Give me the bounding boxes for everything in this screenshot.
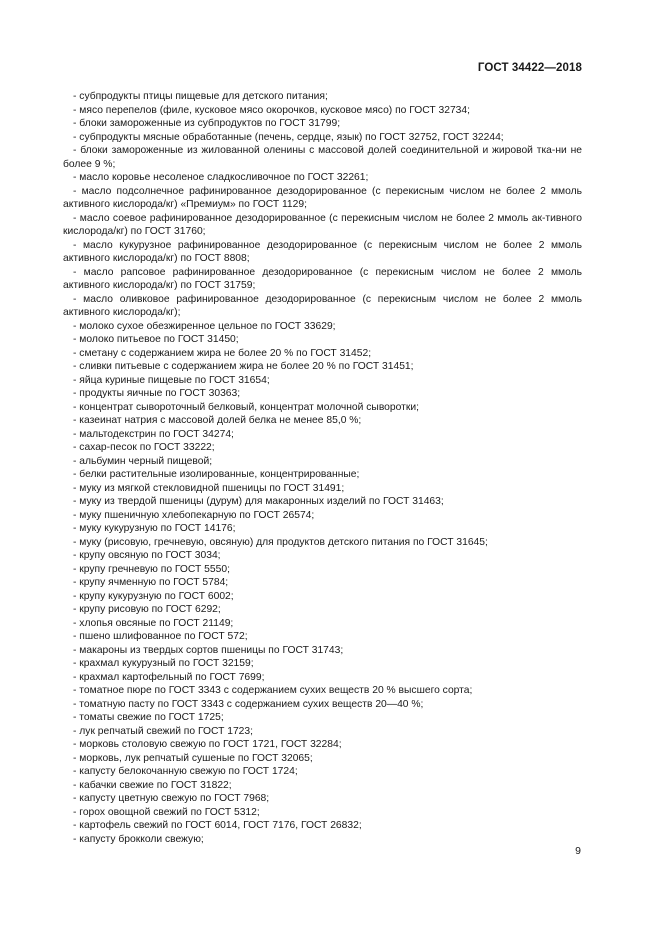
list-item: - муку из мягкой стекловидной пшеницы по ГОСТ 31491; bbox=[73, 482, 345, 494]
list-item: - томаты свежие по ГОСТ 1725; bbox=[73, 712, 224, 723]
list-item: - продукты яичные по ГОСТ 30363; bbox=[73, 388, 241, 399]
list-item: - крупу рисовую по ГОСТ 6292; bbox=[73, 604, 221, 615]
list-item: - яйца куриные пищевые по ГОСТ 31654; bbox=[73, 374, 270, 386]
list-item: - муку пшеничную хлебопекарную по ГОСТ 26574; bbox=[73, 509, 315, 521]
list-item: - крахмал картофельный по ГОСТ 7699; bbox=[73, 671, 265, 683]
list-item: - концентрат сывороточный белковый, концентрат молочной сыворотки; bbox=[73, 401, 419, 413]
list-item: - мальтодекстрин по ГОСТ 34274; bbox=[73, 428, 234, 440]
list-item: - крупу ячменную по ГОСТ 5784; bbox=[73, 577, 229, 588]
list-item: - мясо перепелов (филе, кусковое мясо окорочков, кусковое мясо) по ГОСТ 32734; bbox=[73, 104, 470, 116]
list-item: - молоко питьевое по ГОСТ 31450; bbox=[73, 334, 239, 345]
page-number: 9 bbox=[575, 845, 581, 857]
list-item: - субпродукты птицы пищевые для детского питания; bbox=[73, 91, 328, 102]
list-item: - крахмал кукурузный по ГОСТ 32159; bbox=[73, 658, 254, 669]
list-item: - масло соевое рафинированное дезодорированное (с перекисным числом не более 2 ммоль ак-тивного кислорода/кг) по ГОСТ 31760; bbox=[63, 212, 582, 237]
list-item: - картофель свежий по ГОСТ 6014, ГОСТ 7176, ГОСТ 26832; bbox=[73, 820, 362, 831]
list-item: - сахар-песок по ГОСТ 33222; bbox=[73, 442, 215, 453]
list-item: - масло оливковое рафинированное дезодорированное (с перекисным числом не более 2 ммоль активного кислорода/кг); bbox=[63, 293, 582, 318]
list-item: - масло рапсовое рафинированное дезодорированное (с перекисным числом не более 2 ммоль активного кислорода/кг) по ГОСТ 31759; bbox=[63, 266, 582, 291]
list-item: - масло подсолнечное рафинированное дезодорированное (с перекисным числом не более 2 ммоль активного кислорода/кг) «Премиум» по ГОСТ 1129; bbox=[63, 185, 582, 210]
list-item: - масло кукурузное рафинированное дезодорированное (с перекисным числом не более 2 ммоль активного кислорода/кг) по ГОСТ 8808; bbox=[63, 239, 582, 264]
list-item: - морковь, лук репчатый сушеные по ГОСТ 32065; bbox=[73, 752, 313, 764]
list-item: - сливки питьевые с содержанием жира не более 20 % по ГОСТ 31451; bbox=[73, 361, 414, 372]
list-item: - муку кукурузную по ГОСТ 14176; bbox=[73, 523, 236, 534]
list-item: - капусту брокколи свежую; bbox=[73, 833, 204, 845]
list-item: - субпродукты мясные обработанные (печень, сердце, язык) по ГОСТ 32752, ГОСТ 32244; bbox=[73, 131, 504, 143]
list-item: - блоки замороженные из жилованной оленины с массовой долей соединительной и жировой тка-ни не более 9 %; bbox=[63, 145, 582, 170]
list-item: - сметану с содержанием жира не более 20 % по ГОСТ 31452; bbox=[73, 347, 372, 359]
list-item: - томатную пасту по ГОСТ 3343 с содержанием сухих веществ 20—40 %; bbox=[73, 698, 424, 710]
list-item: - альбумин черный пищевой; bbox=[73, 455, 213, 467]
list-item: - белки растительные изолированные, концентрированные; bbox=[73, 469, 360, 480]
document-id: ГОСТ 34422—2018 bbox=[477, 62, 582, 74]
list-item: - крупу кукурузную по ГОСТ 6002; bbox=[73, 590, 234, 602]
list-item: - масло коровье несоленое сладкосливочное по ГОСТ 32261; bbox=[73, 172, 369, 183]
list-item: - пшено шлифованное по ГОСТ 572; bbox=[73, 631, 248, 642]
list-item: - крупу овсяную по ГОСТ 3034; bbox=[73, 550, 221, 561]
list-item: - казеинат натрия с массовой долей белка не менее 85,0 %; bbox=[73, 415, 362, 426]
list-item: - горох овощной свежий по ГОСТ 5312; bbox=[73, 806, 260, 818]
requirements-list bbox=[63, 90, 582, 846]
list-item: - капусту белокочанную свежую по ГОСТ 1724; bbox=[73, 766, 298, 777]
list-item: - муку (рисовую, гречневую, овсяную) для продуктов детского питания по ГОСТ 31645; bbox=[73, 536, 488, 548]
list-item: - хлопья овсяные по ГОСТ 21149; bbox=[73, 617, 234, 629]
list-item: - макароны из твердых сортов пшеницы по ГОСТ 31743; bbox=[73, 644, 344, 656]
list-item: - лук репчатый свежий по ГОСТ 1723; bbox=[73, 725, 253, 737]
list-item: - крупу гречневую по ГОСТ 5550; bbox=[73, 563, 230, 575]
list-item: - муку из твердой пшеницы (дурум) для макаронных изделий по ГОСТ 31463; bbox=[73, 496, 444, 507]
list-item: - томатное пюре по ГОСТ 3343 с содержанием сухих веществ 20 % высшего сорта; bbox=[73, 685, 473, 696]
list-item: - капусту цветную свежую по ГОСТ 7968; bbox=[73, 793, 270, 804]
list-item: - блоки замороженные из субпродуктов по ГОСТ 31799; bbox=[73, 118, 341, 129]
list-item: - молоко сухое обезжиренное цельное по ГОСТ 33629; bbox=[73, 320, 336, 332]
list-item: - морковь столовую свежую по ГОСТ 1721, ГОСТ 32284; bbox=[73, 739, 342, 750]
list-item: - кабачки свежие по ГОСТ 31822; bbox=[73, 779, 232, 791]
